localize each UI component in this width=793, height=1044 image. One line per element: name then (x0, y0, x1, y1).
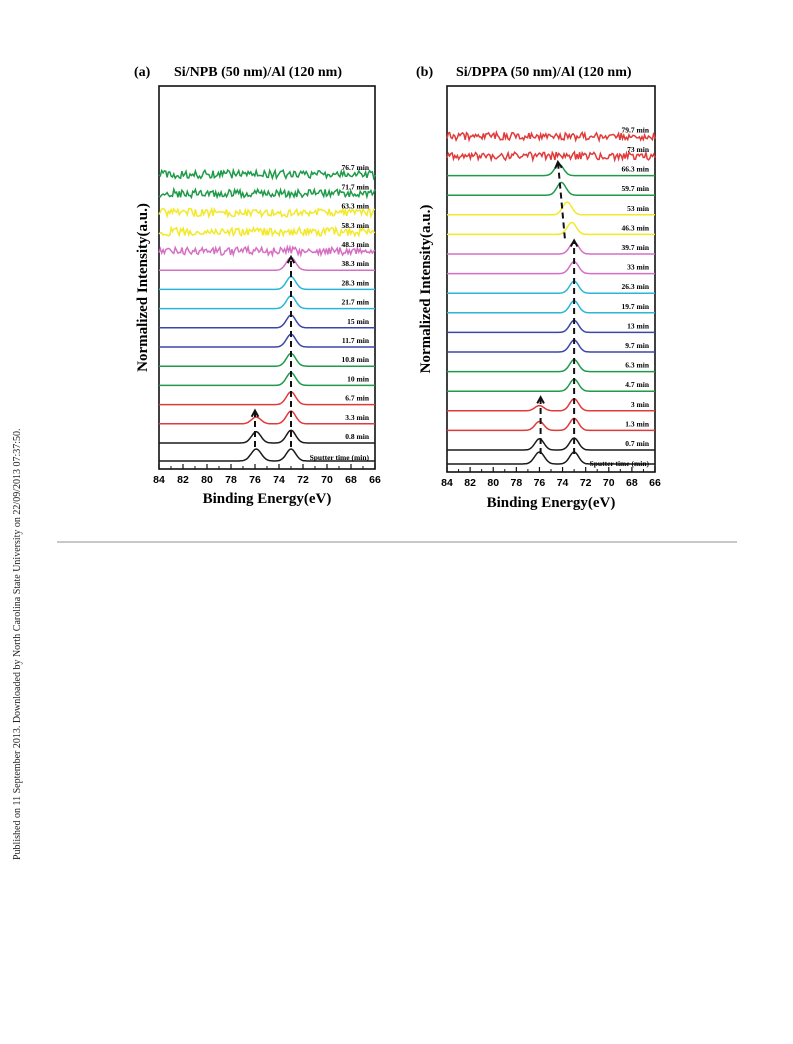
series-label: 19.7 min (621, 301, 649, 311)
series-label: 6.3 min (625, 360, 649, 370)
series-line (447, 418, 655, 430)
series-line (447, 262, 655, 274)
x-tick-label: 70 (602, 477, 615, 489)
series-label: 53 min (627, 203, 649, 213)
y-axis-title: Normalized Intensity(a.u.) (418, 204, 434, 374)
x-tick-label: 82 (177, 474, 189, 486)
series-label: 73 min (627, 145, 649, 154)
sputter-time-label: Sputter time (min) (309, 453, 369, 462)
series-label: 71.7 min (341, 182, 369, 192)
series-label: 48.3 min (341, 240, 369, 249)
series-label: 13 min (627, 321, 649, 331)
series-label: 59.7 min (621, 184, 649, 194)
series-line (447, 360, 655, 372)
series-label: 3 min (630, 399, 649, 409)
series-label: 26.3 min (621, 282, 649, 292)
series-line (447, 379, 655, 391)
panel-a-chart (134, 65, 381, 507)
series-label: 3.3 min (345, 412, 369, 422)
x-tick-label: 68 (626, 477, 638, 489)
x-axis-title: Binding Energy(eV) (202, 491, 332, 507)
panel-letter: (a) (134, 65, 151, 80)
x-tick-label: 82 (464, 477, 476, 489)
y-axis-title: Normalized Intensity(a.u.) (135, 203, 151, 372)
x-axis-title: Binding Energy(eV) (486, 495, 616, 511)
series-label: 10.8 min (341, 355, 369, 365)
series-label: 10 min (347, 374, 369, 384)
series-label: 58.3 min (341, 220, 369, 230)
x-tick-label: 74 (273, 474, 285, 486)
series-line (447, 399, 655, 411)
series-label: 0.7 min (625, 439, 649, 448)
sputter-time-label: Sputter time (min) (589, 459, 649, 468)
series-label: 79.7 min (621, 125, 649, 135)
series-label: 66.3 min (621, 164, 649, 174)
plot-frame (447, 86, 655, 472)
x-tick-label: 68 (345, 474, 357, 486)
series-line (159, 411, 375, 424)
series-label: 39.7 min (621, 243, 649, 252)
series-label: 0.8 min (345, 432, 369, 441)
publication-note: Published on 11 September 2013. Downloaded by North Carolina State University on 22/09/2013 07:37:50. (12, 428, 23, 860)
chart-title: Si/NPB (50 nm)/Al (120 nm) (174, 65, 342, 80)
series-line (447, 152, 655, 160)
series-label: 1.3 min (625, 419, 649, 429)
series-line (447, 340, 655, 352)
page-divider (57, 541, 737, 543)
x-tick-label: 66 (649, 477, 661, 489)
series-line (447, 438, 655, 450)
x-tick-label: 70 (321, 474, 333, 486)
series-label: 63.3 min (341, 201, 369, 211)
series-label: 15 min (347, 316, 369, 326)
series-label: 38.3 min (341, 259, 369, 269)
x-tick-label: 80 (201, 474, 213, 486)
series-line (159, 315, 375, 328)
series-label: 6.7 min (345, 393, 369, 403)
series-line (447, 202, 655, 215)
series-label: 9.7 min (625, 341, 649, 350)
x-tick-label: 80 (487, 477, 500, 489)
x-tick-label: 74 (556, 477, 569, 489)
series-label: 11.7 min (341, 336, 369, 345)
panel-letter: (b) (416, 65, 434, 80)
series-label: 4.7 min (625, 380, 649, 390)
trend-arrow-line (558, 162, 565, 238)
x-tick-label: 78 (510, 477, 523, 489)
series-label: 76.7 min (341, 163, 369, 173)
series-line (159, 392, 375, 405)
panel-b-chart (416, 65, 661, 511)
series-label: 46.3 min (621, 223, 649, 233)
series-line (447, 320, 655, 332)
x-tick-label: 84 (153, 474, 165, 486)
series-line (159, 430, 375, 443)
x-tick-label: 72 (579, 477, 592, 489)
x-tick-label: 76 (249, 474, 261, 486)
x-tick-label: 72 (297, 474, 309, 486)
chart-title: Si/DPPA (50 nm)/Al (120 nm) (456, 65, 632, 80)
series-label: 28.3 min (341, 278, 369, 288)
series-label: 21.7 min (341, 297, 369, 307)
x-tick-label: 84 (441, 477, 453, 489)
series-line (159, 373, 375, 386)
x-tick-label: 76 (533, 477, 546, 489)
x-tick-label: 66 (369, 474, 381, 486)
x-tick-label: 78 (225, 474, 237, 486)
series-label: 33 min (627, 262, 649, 272)
